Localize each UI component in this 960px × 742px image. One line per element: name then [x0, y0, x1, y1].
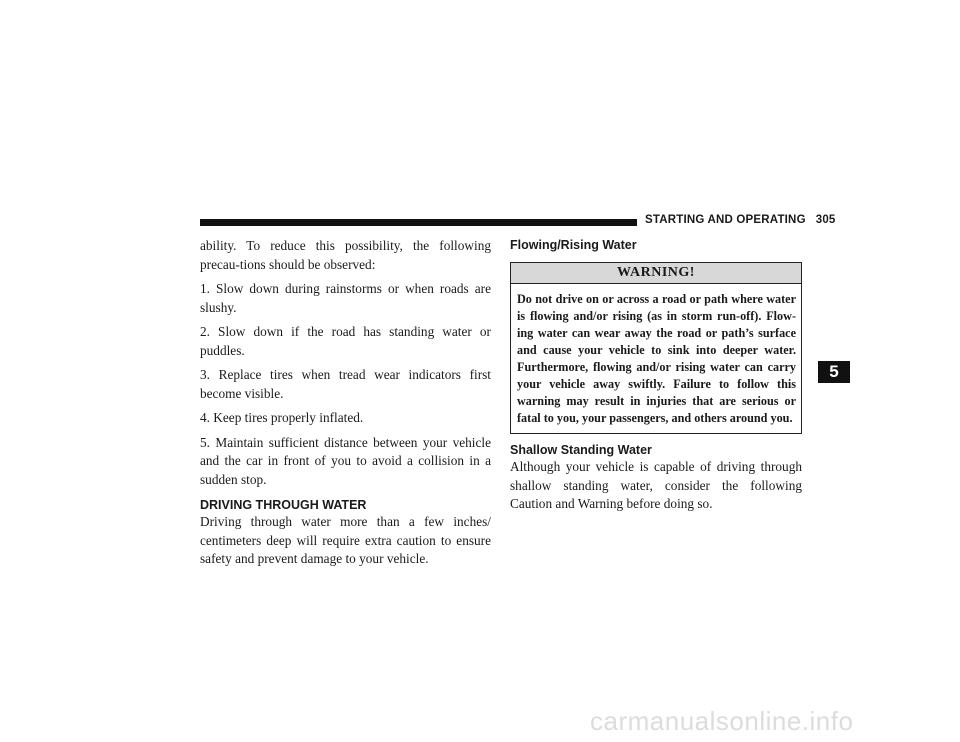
- shallow-standing-water-body: Although your vehicle is capable of driving through shallow standing water, consider the following Caution and Warning before doing so.: [510, 459, 802, 511]
- step-1: 1. Slow down during rainstorms or when roads are slushy.: [200, 281, 491, 315]
- running-header: [645, 214, 836, 226]
- page-number: 305: [815, 214, 836, 226]
- shallow-standing-water-heading: Shallow Standing Water: [510, 443, 652, 457]
- step-2: 2. Slow down if the road has standing water or puddles.: [200, 324, 491, 358]
- right-column: [510, 237, 802, 514]
- driving-through-water-heading: DRIVING THROUGH WATER: [200, 498, 367, 512]
- driving-through-water-body: Driving through water more than a few inches/ centimeters deep will require extra caution to ensure safety and prevent damage to your vehicle.: [200, 514, 491, 566]
- flowing-rising-water-heading: Flowing/Rising Water: [510, 238, 637, 252]
- warning-box: [510, 262, 802, 434]
- section-title: STARTING AND OPERATING: [645, 214, 806, 226]
- step-5: 5. Maintain sufficient distance between your vehicle and the car in front of you to avoid a collision in a sudden stop.: [200, 434, 491, 487]
- intro-paragraph: ability. To reduce this possibility, the following precau-tions should be observed:: [200, 238, 491, 272]
- watermark: carmanualsonline.info: [590, 706, 854, 736]
- header-rule: [200, 219, 637, 226]
- step-3: 3. Replace tires when tread wear indicators first become visible.: [200, 367, 491, 401]
- chapter-tab: 5: [818, 361, 850, 383]
- warning-title: WARNING!: [511, 263, 801, 284]
- step-4: 4. Keep tires properly inflated.: [200, 410, 364, 425]
- warning-text: Do not drive on or across a road or path where water is flowing and/or rising (as in storm run-off). Flow-ing water can wear away the road or path’s surface and cause your vehicle to sink into deeper water. Furthermore, flowing and/or rising water can carry your vehicle away swiftly. Failure to follow this warning may result in injuries that are serious or fatal to you, your passengers, and others around you.: [517, 292, 796, 425]
- left-column: [200, 237, 491, 575]
